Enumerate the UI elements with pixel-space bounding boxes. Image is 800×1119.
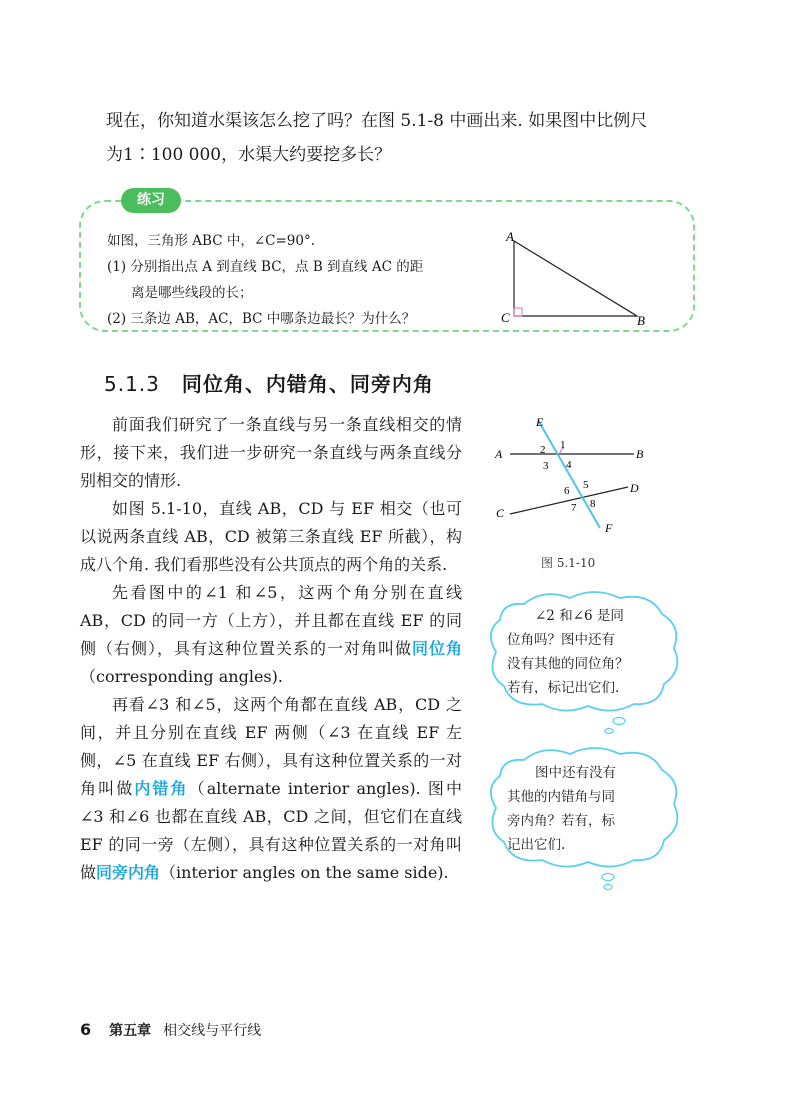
page-number: 6 [80,1020,92,1039]
label-a: A [506,229,514,244]
intro-line-2: 为1∶100 000，水渠大约要挖多长？ [106,145,392,165]
section-heading [104,368,434,397]
section-title: 同位角、内错角、同旁内角 [181,372,434,396]
angle-label-6: 6 [564,485,570,497]
cloud-1-line-2: 位角吗？图中还有 [507,632,615,648]
page-footer [80,1020,261,1040]
paragraph-3-text: 先看图中的∠1 和∠5，这两个角分别在直线 AB，CD 的同一方（上方），并且都在直线 EF 的同侧（右侧），具有这种位置关系的一对角叫做 [80,583,462,658]
label-c: C [501,310,510,325]
intro-line-1: 现在，你知道水渠该怎么挖了吗？在图 5.1-8 中画出来. 如果图中比例尺 [106,111,648,131]
angle-label-7: 7 [571,502,577,514]
exercise-question-2: (2) 三条边 AB，AC，BC 中哪条边最长？为什么？ [107,311,416,327]
label-b: B [636,447,644,461]
right-triangle-figure [495,228,655,328]
section-number: 5.1.3 [104,372,160,396]
angle-label-4: 4 [566,459,572,471]
cloud-2-bubble [602,874,614,881]
exercise-question-1: (1) 分别指出点 A 到直线 BC，点 B 到直线 AC 的距 [107,259,424,275]
paragraph-2: 如图 5.1-10，直线 AB，CD 与 EF 相交（也可以说两条直线 AB，CD 被第三条直线 EF 所截），构成八个角. 我们看那些没有公共顶点的两个角的关系. [80,499,462,574]
cloud-1-bubble-small [605,729,613,734]
cloud-2-text [507,761,677,857]
line-ef [538,420,600,528]
exercise-tag: 练习 [121,188,181,213]
paragraph-4-english: （interior angles on the same side). [160,863,449,882]
label-a: A [495,447,503,461]
angle-label-3: 3 [543,460,549,472]
angle-label-1: 1 [560,439,566,451]
figure-5-1-10 [488,412,668,542]
chapter-label: 第五章 [109,1023,152,1039]
paragraph-4-middle: （alternate interior angles). 图中∠3 和∠6 也都在直线 AB，CD 之间，但它们在直线 EF 的同一旁（左侧），具有这种位置关系的一对角叫做 [80,779,462,882]
cloud-2-line-3: 旁内角？若有，标 [507,813,615,829]
cloud-2-line-2: 其他的内错角与同 [507,789,615,805]
figure-caption: 图 5.1-10 [541,556,596,570]
paragraph-3 [80,579,462,691]
keyword-alternate-interior-angles: 内错角 [134,779,189,798]
keyword-interior-angles-same-side: 同旁内角 [96,863,161,882]
triangle-abc [514,241,637,316]
angle-label-8: 8 [590,498,596,510]
label-d: D [630,481,639,495]
label-c: C [496,506,505,520]
keyword-corresponding-angles: 同位角 [411,639,462,658]
cloud-2-bubble-small [604,885,612,890]
angle-label-2: 2 [540,444,546,456]
paragraph-1: 前面我们研究了一条直线与另一条直线相交的情形，接下来，我们进一步研究一条直线与两条直线分别相交的情形. [80,415,462,490]
paragraph-4 [80,691,462,887]
cloud-1-line-1: ∠2 和∠6 是同 [535,608,624,624]
body-text [80,411,462,887]
label-f: F [605,521,613,535]
paragraph-3-english: （corresponding angles). [80,667,283,686]
label-b: B [637,313,645,328]
cloud-1-line-4: 若有，标记出它们. [507,680,620,696]
intro-paragraph [106,104,706,172]
exercise-questions [107,228,482,332]
right-angle-mark [514,308,522,316]
chapter-title: 相交线与平行线 [163,1023,262,1039]
label-e: E [536,415,544,429]
paragraph-4-text: 再看∠3 和∠5，这两个角都在直线 AB，CD 之间，并且分别在直线 EF 两侧（∠3 在直线 EF 左侧，∠5 在直线 EF 右侧），具有这种位置关系的一对角叫做 [80,695,462,798]
exercise-question-1-cont: 离是哪些线段的长； [131,285,253,301]
exercise-prompt: 如图，三角形 ABC 中，∠C=90°. [107,233,316,249]
angle-label-5: 5 [583,479,589,491]
cloud-2-line-1: 图中还有没有 [535,765,616,781]
cloud-2-line-4: 记出它们. [507,837,566,853]
cloud-1-text [507,604,677,700]
cloud-1-line-3: 没有其他的同位角？ [507,656,629,672]
cloud-1-bubble [613,718,625,725]
